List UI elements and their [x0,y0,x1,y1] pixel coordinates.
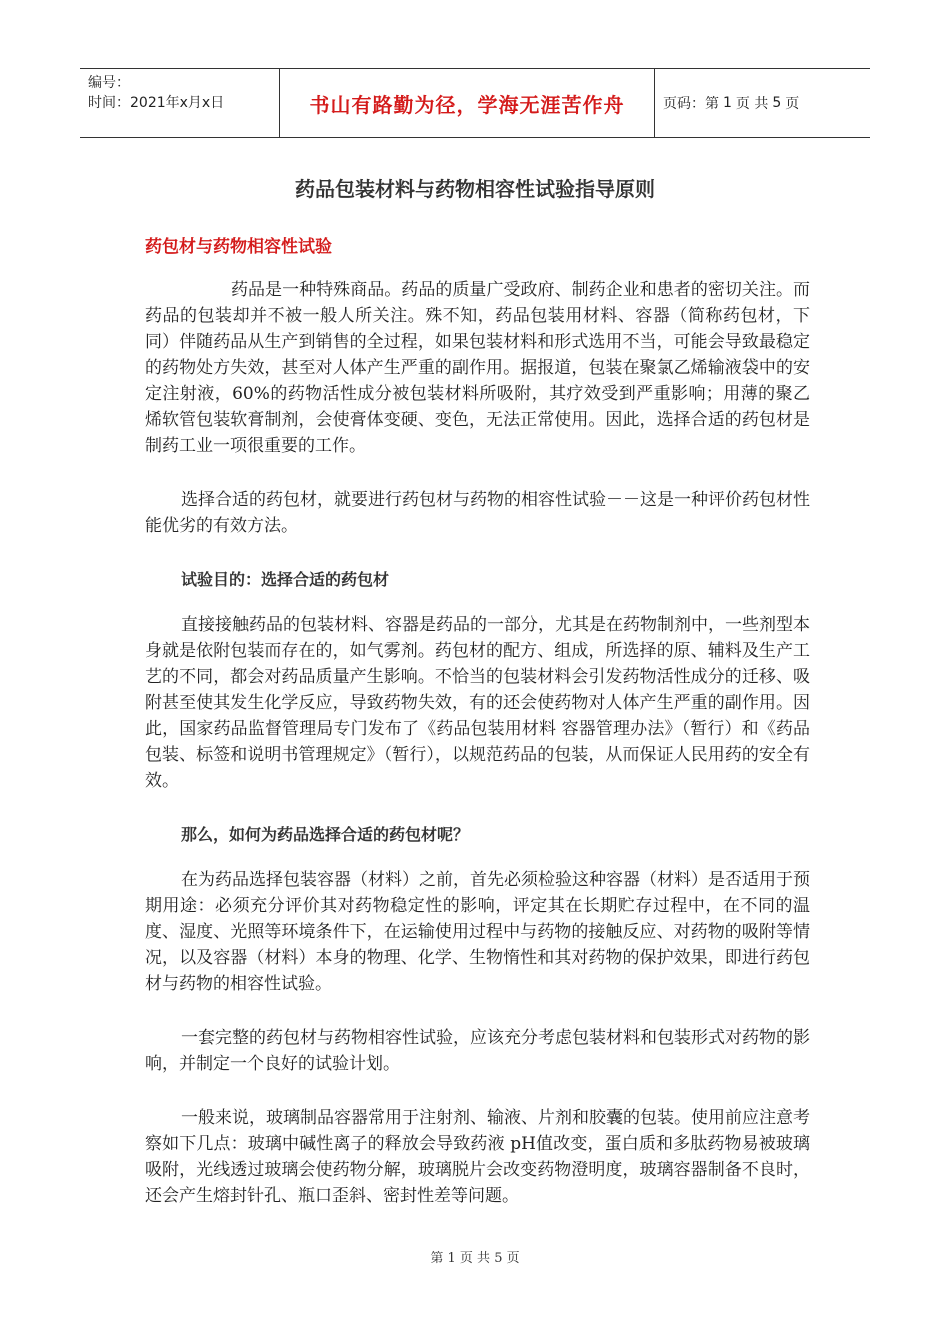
paragraph: 在为药品选择包装容器（材料）之前，首先必须检验这种容器（材料）是否适用于预期用途：必须充分评价其对药物稳定性的影响，评定其在长期贮存过程中，在不同的温度、湿度、光照等环境条件下，在运输使用过程中与药物的接触反应、对药物的吸附等情况，以及容器（材料）本身的物理、化学、生物惰性和其对药物的保护效果，即进行药包材与药物的相容性试验。 [145,870,810,994]
page-mid: 页 共 [735,96,769,112]
paragraph: 药品是一种特殊商品。药品的质量广受政府、制药企业和患者的密切关注。而药品的包装却并不被一般人所关注。殊不知，药品包装用材料、容器（简称药包材，下同）伴随药品从生产到销售的全过程，如果包装材料和形式选用不当，可能会导致最稳定的药物处方失效，甚至对人体产生严重的副作用。据报道，包装在聚氯乙烯输液袋中的安定注射液，60%的药物活性成分被包装材料所吸附，其疗效受到严重影响；用薄的聚乙烯软管包装软膏制剂，会使膏体变硬、变色，无法正常使用。因此，选择合适的药包材是制药工业一项很重要的工作。 [145,280,810,456]
header-page-info [655,69,870,137]
page-footer: 第 1 页 共 5 页 [430,1251,520,1266]
subheading-purpose: 试验目的：选择合适的药包材 [181,570,390,589]
header-meta [80,69,280,137]
subheading-how: 那么，如何为药品选择合适的药包材呢？ [181,825,470,844]
document-title: 药品包装材料与药物相容性试验指导原则 [295,177,655,201]
header-motto: 书山有路勤为径，学海无涯苦作舟 [280,69,655,137]
page-header [80,68,870,138]
paragraph: 一套完整的药包材与药物相容性试验，应该充分考虑包装材料和包装形式对药物的影响，并制定一个良好的试验计划。 [145,1028,810,1074]
section-title: 药包材与药物相容性试验 [145,237,332,257]
page-total: 5 [772,95,782,111]
page-prefix: 页码：第 [663,96,719,112]
page-current: 1 [723,95,732,111]
paragraph: 一般来说，玻璃制品容器常用于注射剂、输液、片剂和胶囊的包装。使用前应注意考察如下几点：玻璃中碱性离子的释放会导致药液 pH值改变，蛋白质和多肽药物易被玻璃吸附，光线透过玻璃会使药物分解，玻璃脱片会改变药物澄明度，玻璃容器制备不良时，还会产生熔封针孔、瓶口歪斜、密封性差等问题。 [145,1108,810,1206]
page-suffix: 页 [785,96,800,112]
document-body [145,226,810,1237]
paragraph: 直接接触药品的包装材料、容器是药品的一部分，尤其是在药物制剂中，一些剂型本身就是依附包装而存在的，如气雾剂。药包材的配方、组成，所选择的原、辅料及生产工艺的不同，都会对药品质量产生影响。不恰当的包装材料会引发药物活性成分的迁移、吸附甚至使其发生化学反应，导致药物失效，有的还会使药物对人体产生严重的副作用。因此，国家药品监督管理局专门发布了《药品包装用材料 容器管理办法》（暂行）和《药品包装、标签和说明书管理规定》（暂行），以规范药品的包装，从而保证人民用药的安全有效。 [145,615,810,791]
document-date: 时间：2021年x月x日 [88,95,225,111]
document-number-label: 编号： [88,75,130,91]
paragraph: 选择合适的药包材，就要进行药包材与药物的相容性试验－－这是一种评价药包材性能优劣的有效方法。 [145,490,810,536]
